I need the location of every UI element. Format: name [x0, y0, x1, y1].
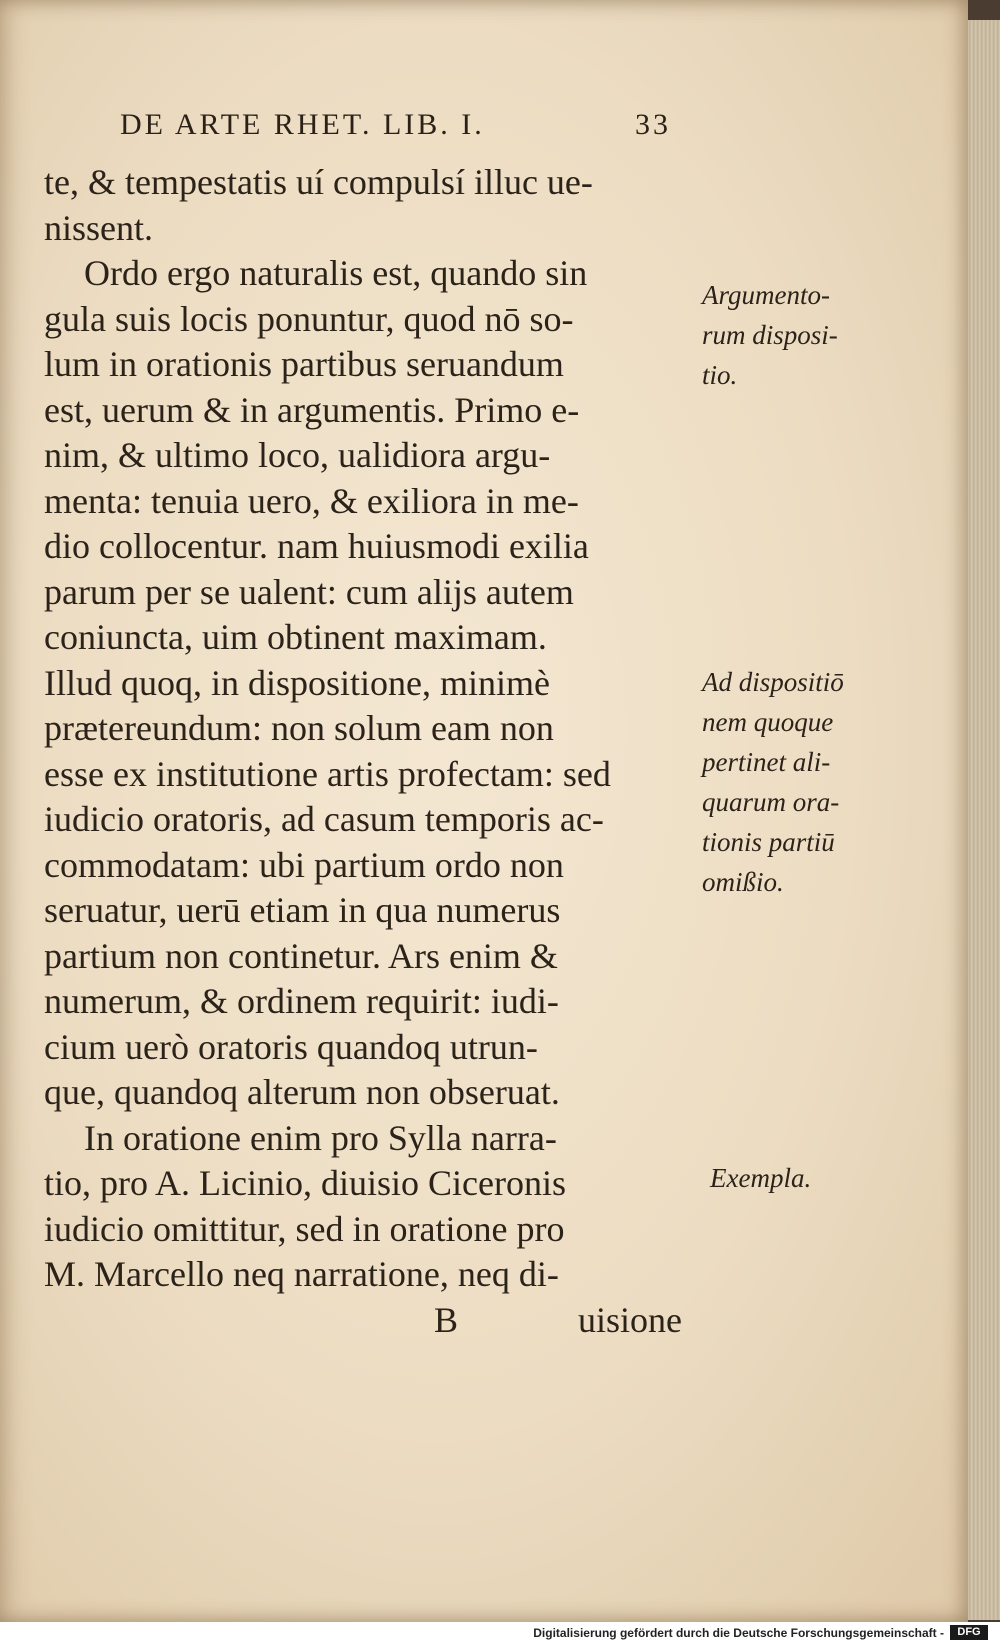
text-line: commodatam: ubi partium ordo non	[44, 844, 564, 885]
text-line: iudicio omittitur, sed in oratione pro	[44, 1208, 565, 1249]
margin-note-line: Ad dispositiō	[702, 667, 844, 697]
signature-catchword-line	[44, 1298, 704, 1344]
margin-note-line: tionis partiū	[702, 827, 835, 857]
margin-note-line: nem quoque	[702, 707, 834, 737]
text-line: In oratione enim pro Sylla narra-	[84, 1117, 557, 1158]
text-line: dio collocentur. nam huiusmodi exilia	[44, 526, 589, 566]
running-header	[120, 108, 680, 148]
text-line: seruatur, uerū etiam in qua numerus	[44, 890, 561, 930]
text-line: est, uerum & in argumentis. Primo e-	[44, 389, 580, 430]
text-line: que, quandoq alterum non obseruat.	[44, 1072, 560, 1112]
text-line: Ordo ergo naturalis est, quando sin	[84, 253, 588, 293]
page-number: 33	[635, 108, 671, 141]
text-line: numerum, & ordinem requirit: iudi-	[44, 981, 559, 1021]
text-line: nim, & ultimo loco, ualidiora argu-	[44, 435, 551, 475]
text-line: parum per se ualent: cum alijs autem	[44, 571, 574, 612]
funding-credit: Digitalisierung gefördert durch die Deutsche Forschungsgemeinschaft -	[533, 1626, 944, 1640]
text-line: menta: tenuia uero, & exiliora in me-	[44, 480, 579, 521]
margin-note-line: pertinet ali-	[702, 747, 831, 777]
margin-note-line: rum disposi-	[702, 320, 838, 350]
margin-note-examples	[710, 1158, 811, 1198]
text-line: nissent.	[44, 207, 154, 248]
text-line: lum in orationis partibus seruandum	[44, 344, 564, 384]
text-line: iudicio oratoris, ad casum temporis ac-	[44, 799, 604, 839]
text-line: M. Marcello neq narratione, neq di-	[44, 1254, 559, 1294]
text-line: coniuncta, uim obtinent maximam.	[44, 617, 547, 657]
digitization-footer	[0, 1622, 1000, 1645]
text-line: prætereundum: non solum eam non	[44, 708, 554, 748]
catchword: uisione	[578, 1299, 683, 1340]
text-line: esse ex institutione artis profectam: sed	[44, 753, 611, 794]
text-line: tio, pro A. Licinio, diuisio Ciceronis	[44, 1163, 566, 1203]
margin-note-line: Argumento-	[702, 280, 830, 310]
text-line: partium non continetur. Ars enim &	[44, 935, 558, 976]
signature-mark: B	[434, 1299, 459, 1340]
margin-note-line: Exempla.	[710, 1163, 812, 1193]
text-line: gula suis locis ponuntur, quod nō so-	[44, 298, 574, 339]
running-title: DE ARTE RHET. LIB. I.	[120, 108, 485, 141]
margin-note-line: quarum ora-	[702, 787, 840, 817]
main-text-block	[44, 160, 704, 1343]
margin-note-omission	[702, 662, 844, 902]
margin-note-argument-disposition	[702, 275, 838, 395]
margin-note-line: omißio.	[702, 867, 784, 897]
margin-note-line: tio.	[702, 360, 738, 390]
text-line: te, & tempestatis uí compulsí illuc ue-	[44, 162, 593, 202]
dfg-logo: DFG	[950, 1625, 988, 1640]
text-line: Illud quoq, in dispositione, minimè	[44, 662, 550, 703]
text-line: cium uerò oratoris quandoq utrun-	[44, 1026, 538, 1067]
